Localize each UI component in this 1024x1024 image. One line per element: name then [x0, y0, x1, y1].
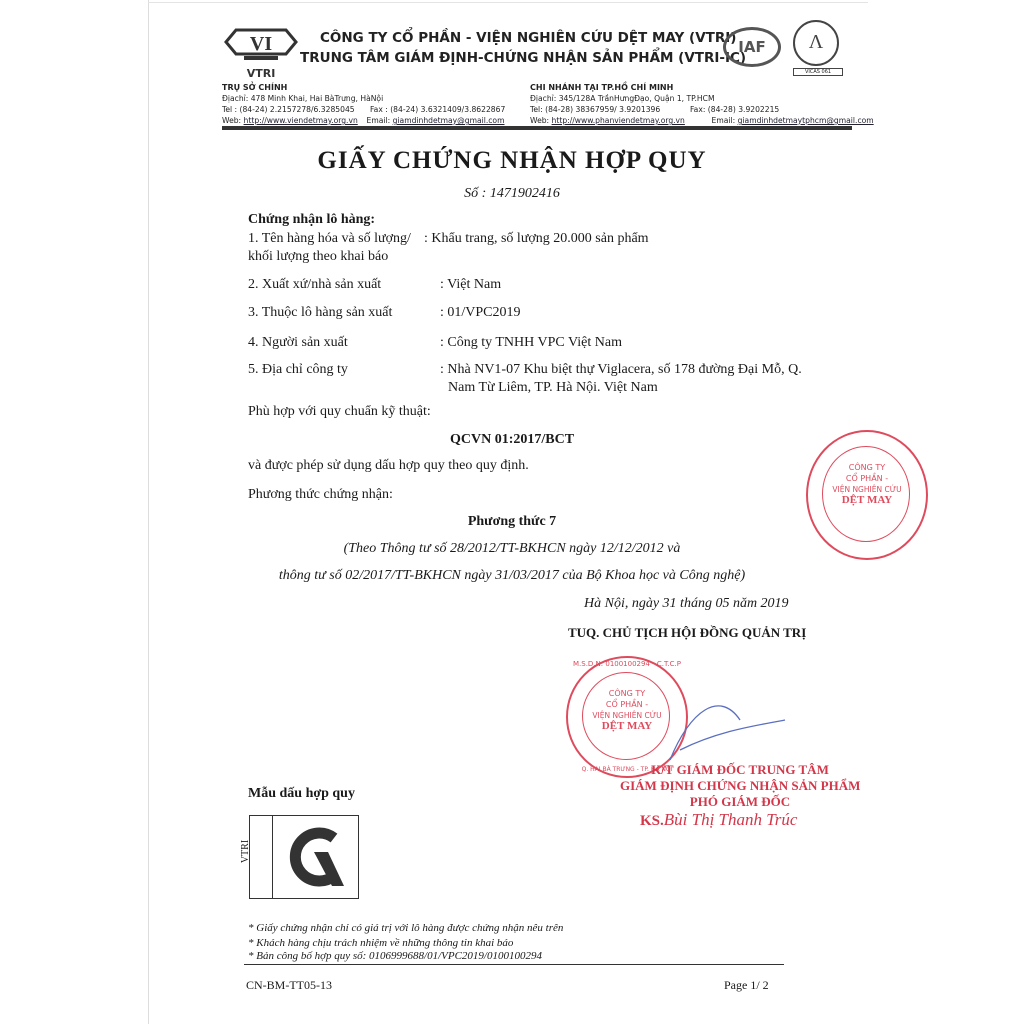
item-label: khối lượng theo khai báo — [248, 249, 389, 264]
item-label: 4. Người sản xuất — [248, 335, 348, 350]
email-label: Email: — [711, 116, 736, 125]
method-note: (Theo Thông tư số 28/2012/TT-BKHCN ngày 12/12/2012 và — [343, 541, 681, 556]
note: * Giấy chứng nhận chỉ có giá trị với lô hàng được chứng nhận nêu trên — [248, 922, 564, 934]
vicas-logo: Λ VICAS 061 — [793, 20, 843, 80]
method: Phương thức 7 — [467, 514, 557, 529]
branch-email-link[interactable]: giamdinhdetmaytphcm@gmail.com — [737, 116, 874, 125]
signature-scribble — [660, 690, 790, 770]
vicas-text: VICAS 061 — [793, 68, 843, 76]
head-office-title: TRỤ SỞ CHÍNH — [222, 83, 288, 92]
item-label: 1. Tên hàng hóa và số lượng/ — [248, 231, 411, 246]
conformity-mark — [240, 815, 359, 899]
standard-code: QCVN 01:2017/BCT — [449, 432, 575, 447]
stamp-text: DỆT MAY — [601, 720, 653, 732]
branch-contact — [530, 82, 874, 126]
item-value: : Việt Nam — [440, 277, 502, 292]
issue-date: Hà Nội, ngày 31 tháng 05 năm 2019 — [584, 596, 789, 611]
stamp-ring-bottom: Q. HAI BÀ TRƯNG - TP. HÀ NỘI — [581, 766, 673, 773]
head-office-address: Địachỉ: 478 Minh Khai, Hai BàTrưng, HàNội — [222, 94, 384, 103]
email-label: Email: — [366, 116, 391, 125]
signature-line: K/T GIÁM ĐỐC TRUNG TÂM — [651, 762, 829, 777]
head-office-email-link[interactable]: giamdinhdetmay@gmail.com — [392, 116, 505, 125]
stamp-text: CÔNG TY — [848, 463, 886, 472]
branch-address: Địachỉ: 345/128A TrầnHưngĐạo, Quận 1, TP.HCM — [530, 94, 715, 103]
stamp-text: CỔ PHẦN - — [845, 474, 889, 483]
signature-line: PHÓ GIÁM ĐỐC — [689, 794, 791, 809]
logo-text: VTRI — [246, 67, 276, 80]
cr-mark-icon — [284, 824, 350, 890]
item-value: : Nhà NV1-07 Khu biệt thự Viglacera, số 178 đường Đại Mỗ, Q. — [440, 362, 802, 377]
conformity-label: Phù hợp với quy chuẩn kỹ thuật: — [248, 404, 431, 419]
certificate-number: Số : 1471902416 — [464, 186, 560, 201]
stamp-text: CÔNG TY — [608, 689, 646, 698]
org-name-line1: CÔNG TY CỔ PHẦN - VIỆN NGHIÊN CỨU DỆT MAY (VTRI) — [320, 30, 737, 46]
item-value: Nam Từ Liêm, TP. Hà Nội. Việt Nam — [448, 380, 658, 395]
mark-vtri-text: VTRI — [240, 839, 252, 864]
branch-fax: Fax: (84-28) 3.9202215 — [690, 105, 780, 114]
stamp-text: VIỆN NGHIÊN CỨU — [832, 485, 902, 494]
branch-title: CHI NHÁNH TẠI TP.HỒ CHÍ MINH — [530, 83, 674, 92]
iaf-text: IAF — [738, 38, 766, 56]
permission-text: và được phép sử dụng dấu hợp quy theo quy định. — [248, 458, 529, 473]
item-label: 2. Xuất xứ/nhà sản xuất — [248, 277, 382, 292]
signatory-title: TUQ. CHỦ TỊCH HỘI ĐỒNG QUẢN TRỊ — [568, 625, 807, 640]
signatory-name — [640, 810, 797, 830]
stamp-ring-text: M.S.D.N: 0100100294 - C.T.C.P — [573, 660, 681, 668]
svg-text:VI: VI — [249, 33, 273, 55]
signature-line: GIÁM ĐỊNH CHỨNG NHẬN SẢN PHẨM — [620, 778, 861, 793]
item-value: : 01/VPC2019 — [440, 305, 521, 320]
branch-tel: Tel: (84-28) 38367959/ 3.9201396 — [530, 105, 661, 114]
mark-label: Mẫu dấu hợp quy — [248, 786, 355, 801]
form-code: CN-BM-TT05-13 — [246, 978, 332, 992]
head-office-web-link[interactable]: http://www.viendetmay.org.vn — [243, 116, 358, 125]
item-value: : Khẩu trang, số lượng 20.000 sản phẩm — [424, 231, 649, 246]
page-number: Page 1/ 2 — [724, 978, 769, 992]
stamp-text: VIỆN NGHIÊN CỨU — [592, 711, 662, 720]
scan-edge — [148, 2, 868, 3]
method-label: Phương thức chứng nhận: — [248, 487, 393, 502]
name-script: Bùi Thị Thanh Trúc — [663, 810, 798, 829]
item-value: : Công ty TNHH VPC Việt Nam — [440, 335, 622, 350]
header-divider — [222, 126, 852, 130]
stamp-text: DỆT MAY — [841, 494, 893, 506]
section-label: Chứng nhận lô hàng: — [248, 212, 376, 227]
org-name-line2: TRUNG TÂM GIÁM ĐỊNH-CHỨNG NHẬN SẢN PHẨM (VTRI-IC) — [300, 50, 747, 66]
item-label: 5. Địa chỉ công ty — [248, 362, 348, 377]
web-label: Web: — [530, 116, 550, 125]
document-title: GIẤY CHỨNG NHẬN HỢP QUY — [317, 147, 707, 174]
note: * Bản công bố hợp quy số: 0106999688/01/VPC2019/0100100294 — [248, 950, 542, 962]
vtri-logo — [222, 22, 300, 80]
name-prefix: KS. — [640, 813, 664, 829]
iaf-logo — [723, 27, 781, 67]
web-label: Web: — [222, 116, 242, 125]
note: * Khách hàng chịu trách nhiệm về những thông tin khai báo — [248, 937, 514, 949]
stamp-text: CỔ PHẦN - — [605, 700, 649, 709]
head-office-tel: Tel : (84-24) 2.2157278/6.3285045 — [222, 105, 355, 114]
branch-web-link[interactable]: http://www.phanviendetmay.org.vn — [551, 116, 685, 125]
method-note: thông tư số 02/2017/TT-BKHCN ngày 31/03/2017 của Bộ Khoa học và Công nghệ) — [278, 568, 746, 583]
partial-stamp — [806, 430, 928, 560]
item-label: 3. Thuộc lô hàng sản xuất — [248, 305, 393, 320]
footer-divider — [244, 964, 784, 965]
head-office-fax: Fax : (84-24) 3.6321409/3.8622867 — [370, 105, 506, 114]
head-office-contact — [222, 82, 505, 126]
